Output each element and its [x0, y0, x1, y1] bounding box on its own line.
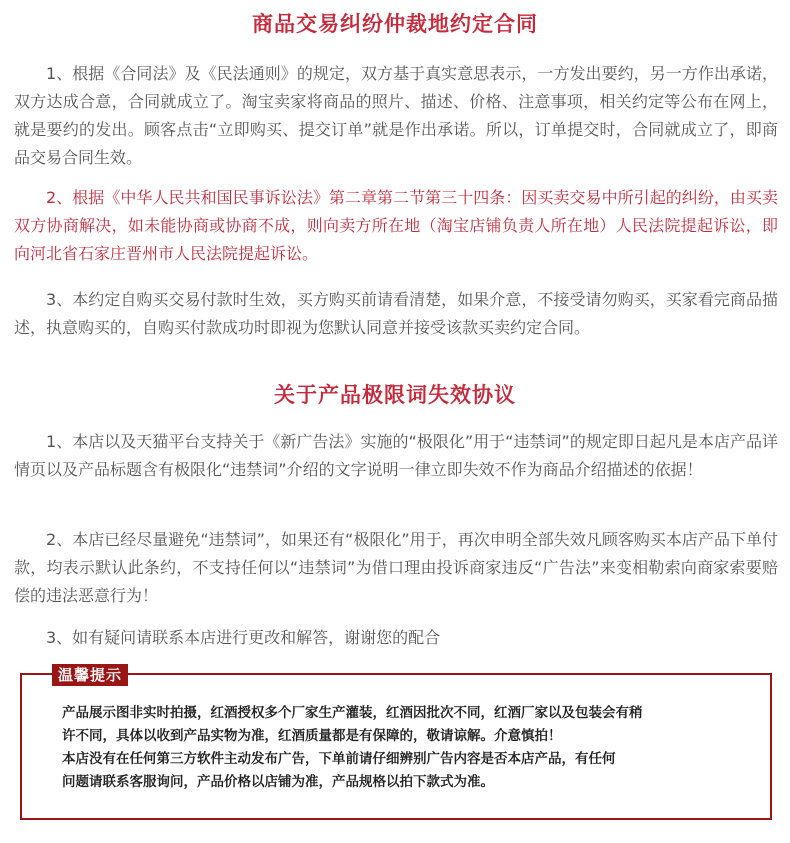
- agreement-clause-3: 3、如有疑问请联系本店进行更改和解答，谢谢您的配合: [46, 628, 441, 647]
- contract-title: 商品交易纠纷仲裁地约定合同: [252, 12, 538, 36]
- notice-line: 产品展示图非实时拍摄，红酒授权多个厂家生产灌装，红酒因批次不同，红酒厂家以及包装会有稍: [62, 705, 643, 721]
- agreement-clause-1: 1、本店以及天猫平台支持关于《新广告法》实施的“极限化”用于“违禁词”的规定即日起凡是本店产品详情页以及产品标题含有极限化“违禁词”介绍的文字说明一律立即失效不作为商品介绍描述的依据！: [14, 432, 778, 479]
- agreement-clause-2: 2、本店已经尽量避免“违禁词”，如果还有“极限化”用于，再次申明全部失效凡顾客购买本店产品下单付款，均表示默认此条约，不支持任何以“违禁词”为借口理由投诉商家违反“广告法”来变相勒索向商家索要赔偿的违法恶意行为！: [14, 530, 778, 605]
- notice-text: [62, 702, 732, 794]
- notice-line: 问题请联系客服询问，产品价格以店铺为准，产品规格以拍下款式为准。: [62, 774, 494, 790]
- notice-line: 本店没有在任何第三方软件主动发布广告，下单前请仔细辨别广告内容是否本店产品，有任何: [62, 751, 616, 767]
- contract-clause-1: 1、根据《合同法》及《民法通则》的规定，双方基于真实意思表示，一方发出要约，另一方作出承诺，双方达成合意，合同就成立了。淘宝卖家将商品的照片、描述、价格、注意事项，相关约定等公布在网上，就是要约的发出。顾客点击“立即购买、提交订单”就是作出承诺。所以，订单提交时，合同就成立了，即商品交易合同生效。: [14, 64, 778, 167]
- contract-clause-3: 3、本约定自购买交易付款时生效，买方购买前请看清楚，如果介意，不接受请勿购买，买家看完商品描述，执意购买的，自购买付款成功时即视为您默认同意并接受该款买卖约定合同。: [14, 290, 778, 337]
- contract-clause-2: 2、根据《中华人民共和国民事诉讼法》第二章第二节第三十四条：因买卖交易中所引起的纠纷，由买卖双方协商解决，如未能协商或协商不成，则向卖方所在地（淘宝店铺负责人所在地）人民法院提起诉讼，即向河北省石家庄晋州市人民法院提起诉讼。: [14, 188, 778, 263]
- agreement-title: 关于产品极限词失效协议: [274, 383, 516, 407]
- notice-tag: 温馨提示: [52, 664, 128, 686]
- notice-line: 许不同，具体以收到产品实物为准，红酒质量都是有保障的，敬请谅解。介意慎拍！: [62, 728, 562, 744]
